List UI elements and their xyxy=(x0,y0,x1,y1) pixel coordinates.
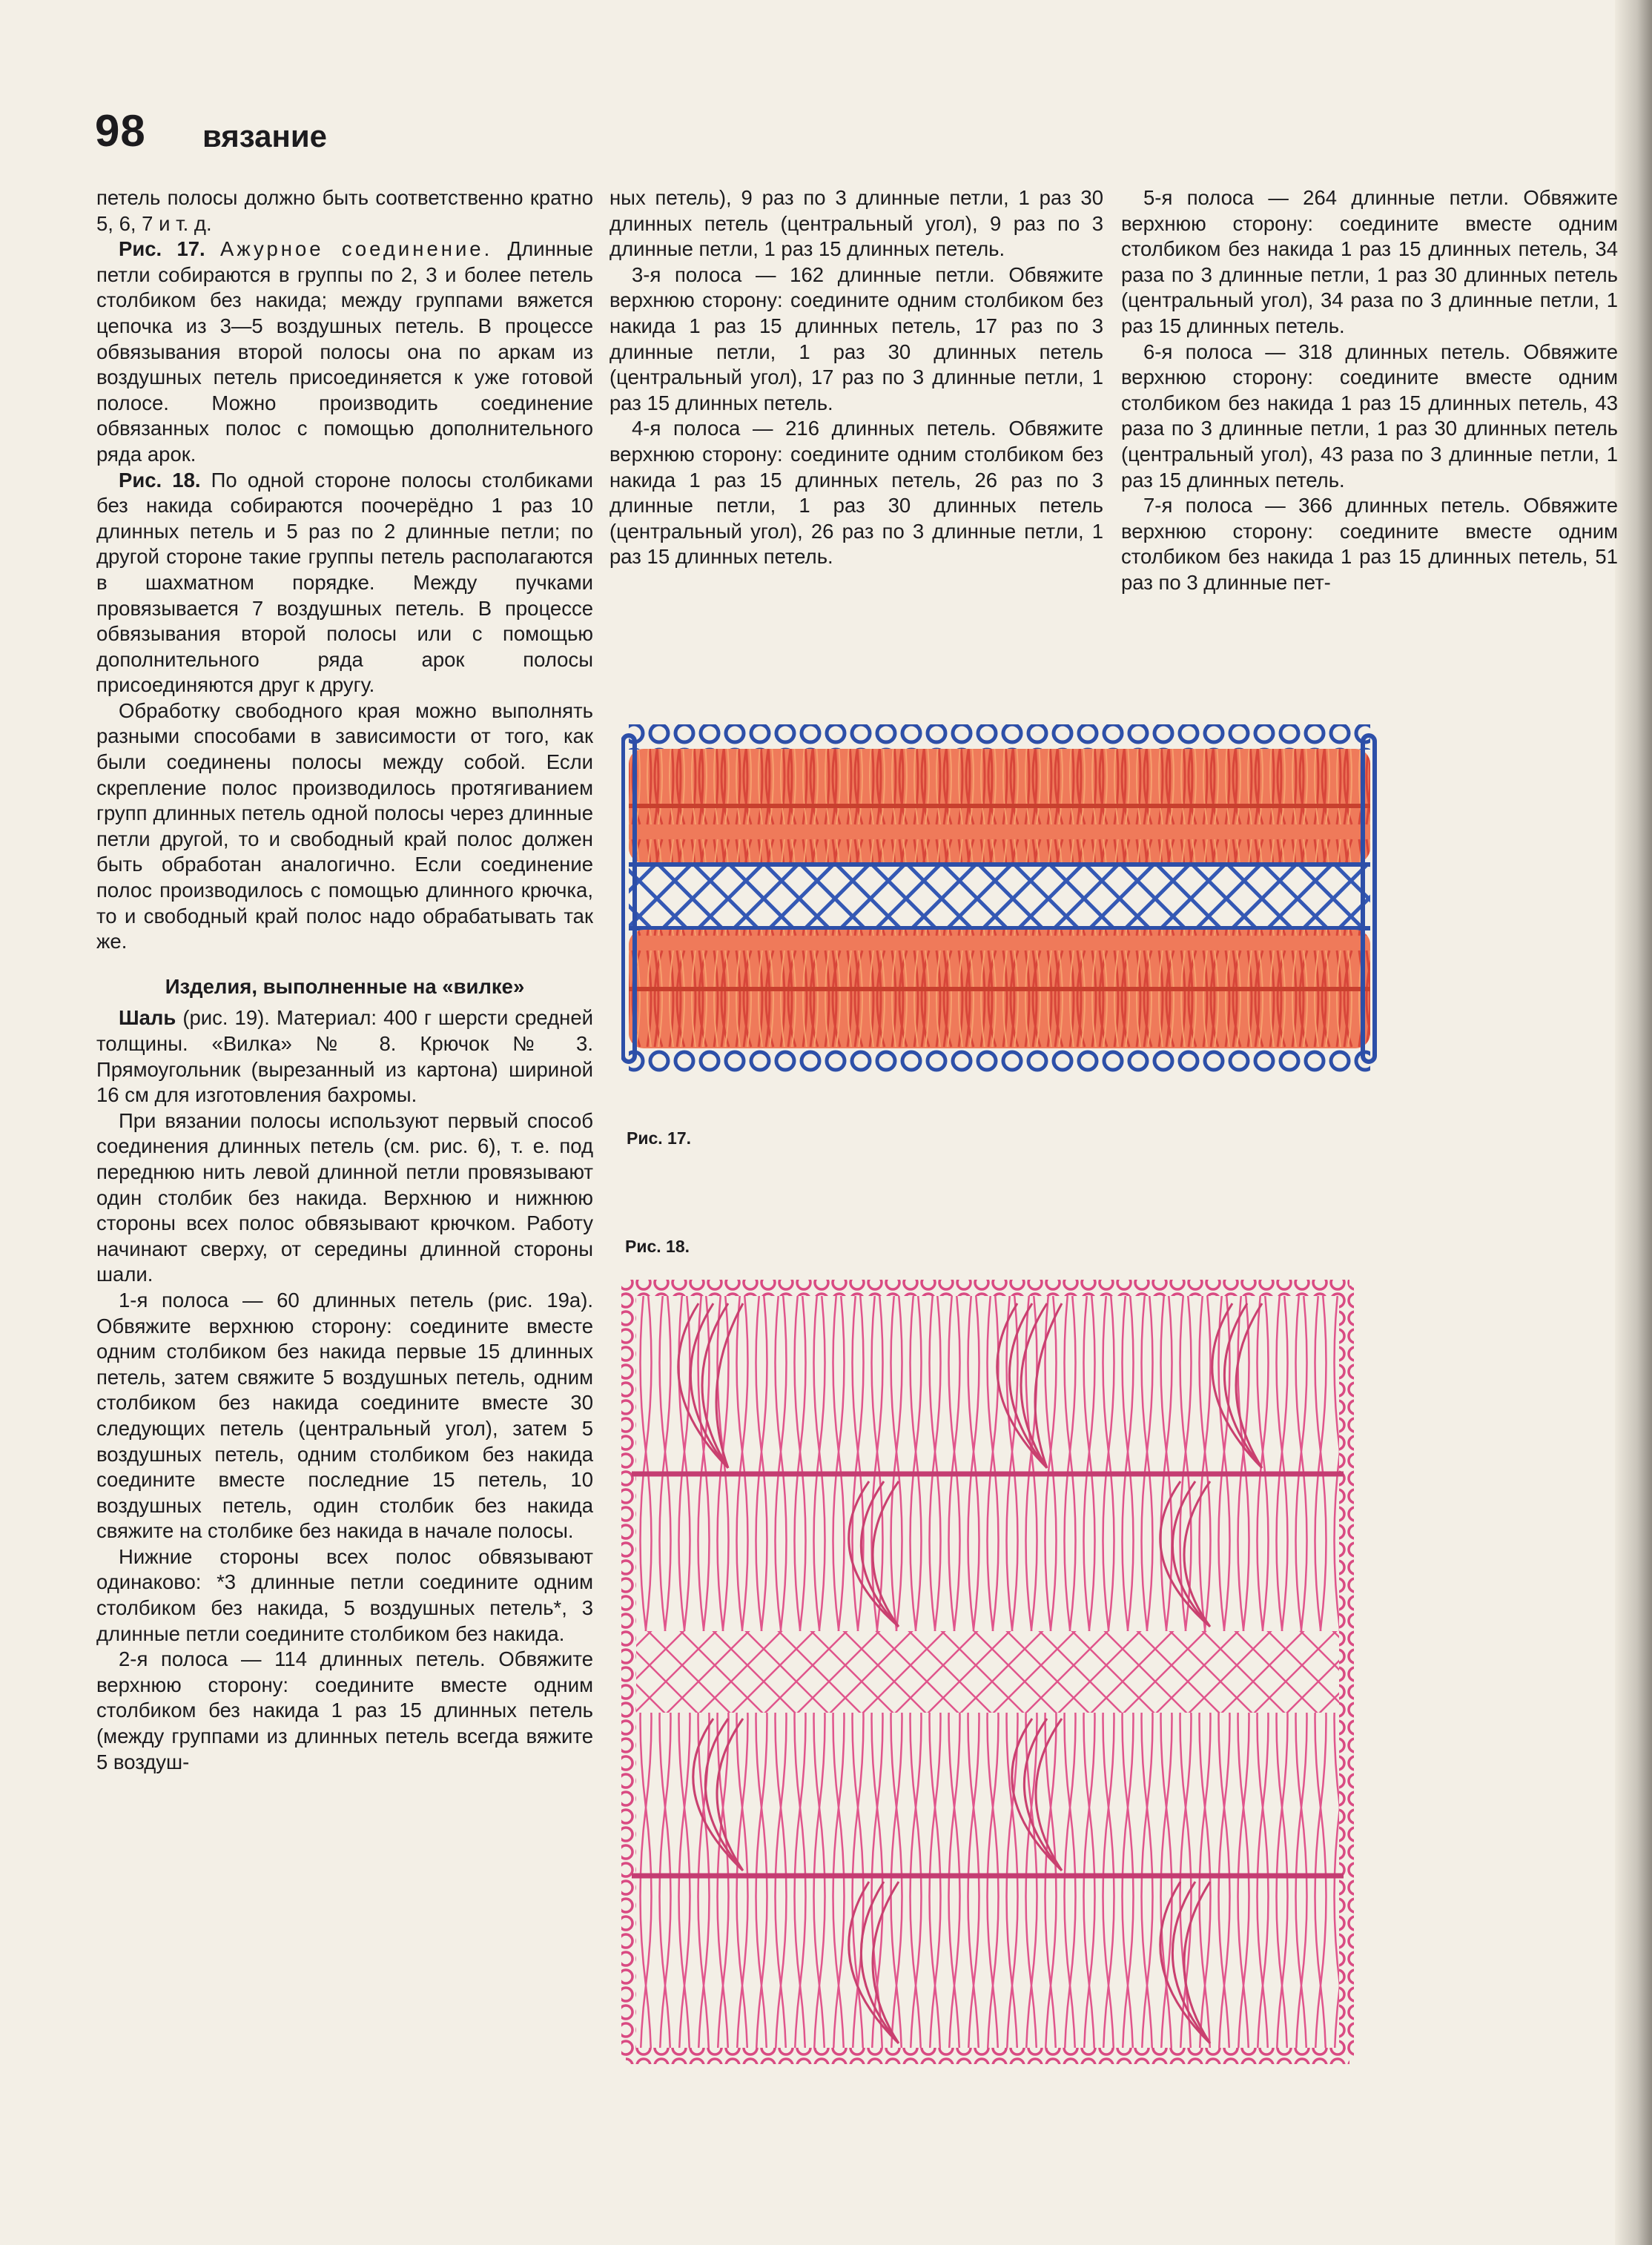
paragraph-text: (рис. 19). Материал: 400 г шерсти средней толщины. «Вилка» № 8. Крючок № 3. Прямоугольник (вырезанный из картона) шириной 16 см для изготовления бахромы. xyxy=(96,1006,593,1107)
page-edge xyxy=(1615,0,1652,2245)
paragraph: 5-я полоса — 264 длинные петли. Обвяжите верхнюю сторону: соедините вместе одним столбиком без накида 1 раз 15 длинных петель, 34 раза по 3 длинные петли, 1 раз 30 длинных петель (центральный угол), 34 раза по 3 длинные петли, 1 раз 15 длинных петель. xyxy=(1121,186,1618,337)
paragraph: ных петель), 9 раз по 3 длинные петли, 1 раз 30 длинных петель (центральный угол), 9 раз по 3 длинные петли, 1 раз 15 длинных петель. xyxy=(609,186,1103,261)
paragraph: При вязании полосы используют первый способ соединения длинных петель (см. рис. 6), т. е. под переднюю нить левой длинной петли провязывают один столбик без накида. Верхнюю и нижнюю стороны всех полос обвязывают крючком. Работу начинают сверху, от середины длинной стороны шали. xyxy=(96,1108,593,1286)
figure-ref: Рис. 17. xyxy=(119,237,205,261)
paragraph-fig17 xyxy=(96,237,593,467)
paragraph-fig18 xyxy=(96,468,593,698)
paragraph: 2-я полоса — 114 длинных петель. Обвяжите верхнюю сторону: соедините вместе одним столбиком без накида 1 раз 15 длинных петель (между группами из длинных петель всегда вяжите 5 воздуш- xyxy=(96,1647,593,1773)
figure-17-image xyxy=(621,721,1378,1091)
paragraph-text: По одной стороне полосы столбиками без накида собираются поочерёдно 1 раз 10 длинных петель и 5 раз по 2 длинные петли; по другой стороне такие группы петель располагаются в шахматном порядке. Между пучками провязывается 7 воздушных петель. В процессе обвязывания второй полосы или с помощью дополнительного ряда арок полосы присоединяются друг к другу. xyxy=(96,468,593,697)
figure-18-caption: Рис. 18. xyxy=(625,1237,690,1256)
page-number: 98 xyxy=(95,106,146,156)
paragraph-shawl xyxy=(96,1005,593,1108)
paragraph: Обработку свободного края можно выполнять разными способами в зависимости от того, как были соединены полосы между собой. Если скрепление полос производилось протягиванием групп длинных петель одной полосы через длинные петли другой, то и свободный край полос должен быть обработан аналогично. Если соединение полос производилось с помощью длинного крючка, то и свободный край полос надо обрабатывать так же. xyxy=(96,698,593,953)
paragraph: 1-я полоса — 60 длинных петель (рис. 19а). Обвяжите верхнюю сторону: соедините вместе одним столбиком без накида первые 15 длинных петель, затем свяжите 5 воздушных петель, одним столбиком без накида соедините вместе 30 следующих петель (центральный угол), затем 5 воздушных петель, одним столбиком без накида соедините вместе последние 15 петель, 10 воздушных петель, один столбик без накида свяжите на столбике без накида в начале полосы. xyxy=(96,1288,593,1543)
paragraph: 4-я полоса — 216 длинных петель. Обвяжите верхнюю сторону: соедините одним столбиком без накида 1 раз 15 длинных петель, 26 раз по 3 длинные петли, 1 раз 30 длинных петель (центральный угол), 26 раз по 3 длинные петли, 1 раз 15 длинных петель. xyxy=(609,417,1103,569)
figure-18-image xyxy=(617,1274,1358,2070)
paragraph: петель полосы должно быть соответственно кратно 5, 6, 7 и т. д. xyxy=(96,186,593,235)
section-title: вязание xyxy=(202,119,327,153)
text-column-3 xyxy=(1121,185,1618,596)
text-column-1 xyxy=(96,185,593,1775)
figure-17-caption: Рис. 17. xyxy=(627,1128,692,1148)
subsection-heading: Изделия, выполненные на «вилке» xyxy=(165,974,525,998)
term: Ажурное соединение. xyxy=(219,237,493,261)
paragraph: 3-я полоса — 162 длинные петли. Обвяжите верхнюю сторону: соедините одним столбиком без накида 1 раз 15 длинных петель, 17 раз по 3 длинные петли, 1 раз 30 длинных петель (центральный угол), 17 раз по 3 длинные петли, 1 раз 15 длинных петель. xyxy=(609,262,1103,414)
paragraph: Нижние стороны всех полос обвязывают одинаково: *3 длинные петли соедините одним столбиком без накида, 5 воздушных петель*, 3 длинные петли соедините столбиком без накида. xyxy=(96,1544,593,1645)
item-name: Шаль xyxy=(119,1006,176,1030)
paragraph: 7-я полоса — 366 длинных петель. Обвяжите верхнюю сторону: соедините вместе одним столбиком без накида 1 раз 15 длинных петель, 51 раз по 3 длинные пет- xyxy=(1121,494,1618,594)
text-column-2 xyxy=(609,185,1103,570)
paragraph-text: Длинные петли собираются в группы по 2, 3 и более петель столбиком без накида; между группами вяжется цепочка из 3—5 воздушных петель. В процессе обвязывания второй полосы она по аркам из воздушных петель присоединяется к уже готовой полосе. Можно производить соединение обвязанных полос с помощью дополнительного ряда арок. xyxy=(96,237,593,466)
paragraph: 6-я полоса — 318 длинных петель. Обвяжите верхнюю сторону: соедините вместе одним столбиком без накида 1 раз 15 длинных петель, 43 раза по 3 длинные петли, 1 раз 30 длинных петель (центральный угол), 43 раза по 3 длинные петли, 1 раз 15 длинных петель. xyxy=(1121,340,1618,492)
figure-ref: Рис. 18. xyxy=(119,468,201,492)
